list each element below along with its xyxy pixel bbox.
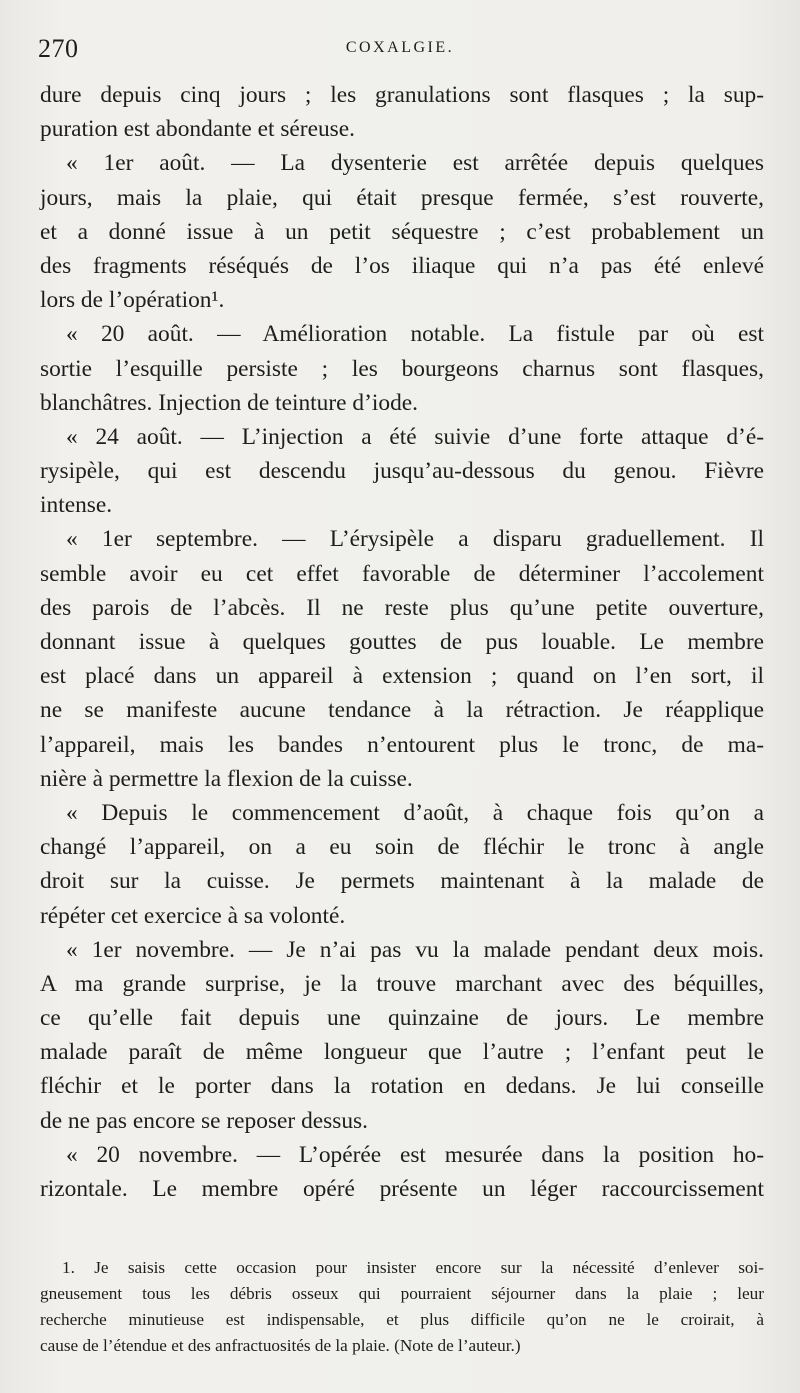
- text-line: dure depuis cinq jours ; les granulations sont flasques ; la sup-: [40, 82, 764, 108]
- text-line: lors de l’opération¹.: [40, 287, 225, 314]
- text-line: intense.: [40, 492, 113, 519]
- footnote-line: 1. Je saisis cette occasion pour insister encore sur la nécessité d’enlever soi-: [62, 1258, 764, 1277]
- text-line: de ne pas encore se reposer dessus.: [40, 1107, 368, 1134]
- text-line: des parois de l’abcès. Il ne reste plus qu’une petite ouverture,: [40, 594, 764, 621]
- text-line: et a donné issue à un petit séquestre ; c’est probablement un: [40, 218, 764, 245]
- text-line: A ma grande surprise, je la trouve marchant avec des béquilles,: [40, 970, 764, 997]
- text-line: rysipèle, qui est descendu jusqu’au-dessous du genou. Fièvre: [40, 458, 764, 485]
- text-line: est placé dans un appareil à extension ; quand on l’en sort, il: [40, 663, 764, 690]
- text-line: blanchâtres. Injection de teinture d’iode.: [40, 389, 418, 416]
- text-line: ce qu’elle fait depuis une quinzaine de jours. Le membre: [40, 1005, 764, 1032]
- text-line: semble avoir eu cet effet favorable de déterminer l’accolement: [40, 560, 764, 587]
- text-line: « 20 novembre. — L’opérée est mesurée dans la position ho-: [66, 1141, 764, 1168]
- text-line: ne se manifeste aucune tendance à la rétraction. Je réapplique: [40, 697, 764, 724]
- text-line: droit sur la cuisse. Je permets maintenant à la malade de: [40, 868, 764, 895]
- text-line: malade paraît de même longueur que l’autre ; l’enfant peut le: [40, 1039, 764, 1066]
- text-line: changé l’appareil, on a eu soin de fléchir le tronc à angle: [40, 834, 764, 861]
- footnote-line: cause de l’étendue et des anfractuosités de la plaie. (Note de l’auteur.): [40, 1336, 521, 1355]
- text-line: répéter cet exercice à sa volonté.: [40, 902, 346, 929]
- text-line: « Depuis le commencement d’août, à chaque fois qu’on a: [66, 799, 764, 826]
- text-line: « 20 août. — Amélioration notable. La fistule par où est: [66, 321, 764, 348]
- text-line: sortie l’esquille persiste ; les bourgeons charnus sont flasques,: [40, 355, 764, 382]
- footnote-line: gneusement tous les débris osseux qui pourraient séjourner dans la plaie ; leur: [40, 1284, 764, 1303]
- text-line: donnant issue à quelques gouttes de pus louable. Le membre: [40, 629, 764, 655]
- page-number: 270: [38, 34, 79, 63]
- text-line: des fragments réséqués de l’os iliaque qui n’a pas été enlevé: [40, 252, 764, 279]
- text-line: l’appareil, mais les bandes n’entourent plus le tronc, de ma-: [40, 731, 764, 758]
- text-line: jours, mais la plaie, qui était presque fermée, s’est rouverte,: [40, 184, 764, 211]
- body-text: [40, 78, 764, 1206]
- text-line: « 24 août. — L’injection a été suivie d’une forte attaque d’é-: [66, 423, 764, 450]
- text-line: nière à permettre la flexion de la cuisse.: [40, 765, 413, 792]
- page-header: [38, 34, 762, 68]
- footnotes: [40, 1255, 764, 1359]
- text-line: rizontale. Le membre opéré présente un léger raccourcissement: [40, 1176, 764, 1202]
- text-line: puration est abondante et séreuse.: [40, 116, 356, 143]
- text-line: « 1er août. — La dysenterie est arrêtée depuis quelques: [66, 150, 764, 177]
- text-line: « 1er novembre. — Je n’ai pas vu la malade pendant deux mois.: [66, 936, 764, 963]
- footnote-line: recherche minutieuse est indispensable, et plus difficile qu’on ne le croirait, à: [40, 1310, 764, 1329]
- running-head: COXALGIE.: [345, 39, 455, 56]
- text-line: fléchir et le porter dans la rotation en dedans. Je lui conseille: [40, 1073, 764, 1100]
- text-line: « 1er septembre. — L’érysipèle a disparu graduellement. Il: [66, 526, 764, 553]
